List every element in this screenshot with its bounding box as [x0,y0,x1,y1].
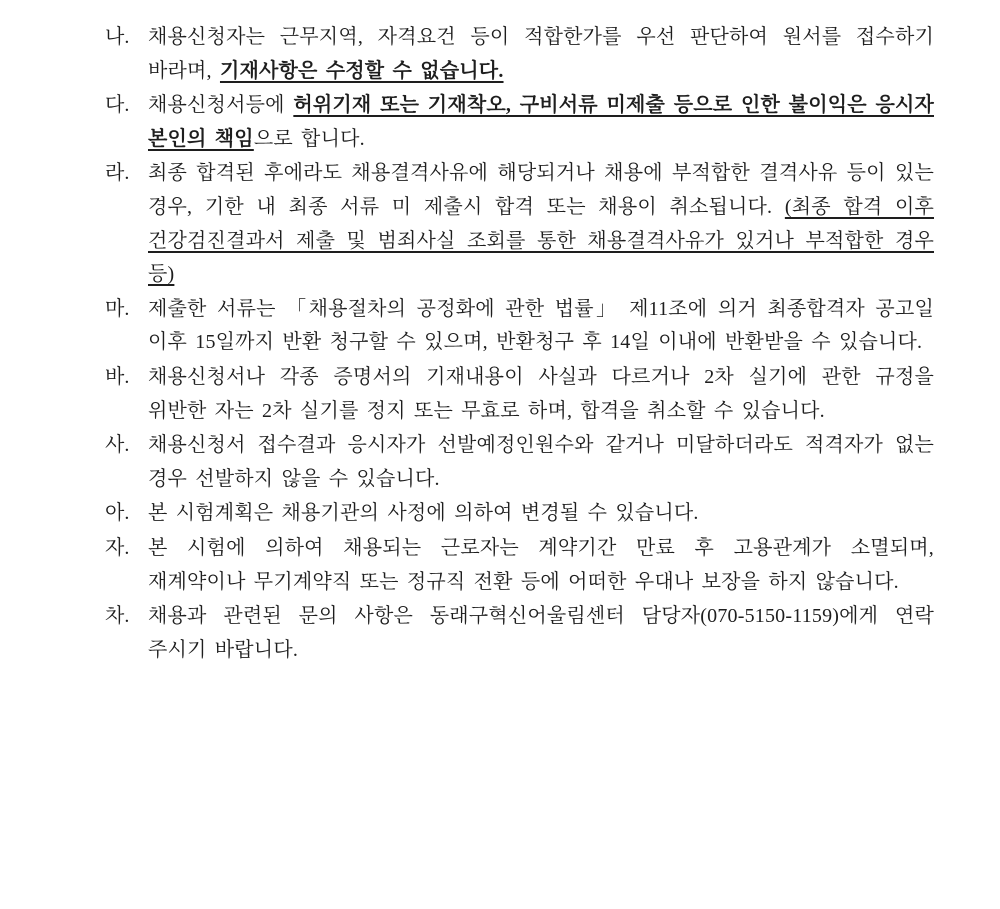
body-text: 채용신청자는 근무지역, 자격요건 등이 적합한가를 우선 판단하여 원서를 접수하기 바라며, [148,26,934,82]
item-label: 마. [105,297,130,320]
item-text [148,157,934,291]
body-text: 채용신청서등에 [148,94,294,117]
item-text [148,497,934,531]
item-label: 사. [105,434,130,457]
emphasized-text: 허위기재 또는 기재착오, 구비서류 미제출 등으로 인한 불이익은 응시자 본인의 책임 [148,94,934,150]
item-text [148,361,934,428]
item-text [148,600,934,667]
item-label: 나. [105,26,130,48]
emphasized-text: 기재사항은 수정할 수 없습니다. [219,59,504,82]
item-label: 바. [105,365,130,388]
body-text: 채용과 관련된 문의 사항은 동래구혁신어울림센터 담당자(070-5150-1159)에게 연락 주시기 바랍니다. [148,605,934,661]
item-label: 차. [105,605,130,628]
body-text: 채용신청서 접수결과 응시자가 선발예정인원수와 같거나 미달하더라도 적격자가 없는 경우 선발하지 않을 수 있습니다. [148,434,934,490]
item-label: 자. [105,536,130,559]
emphasized-text: (최종 합격 이후 건강검진결과서 제출 및 범죄사실 조회를 통한 채용결격사유가 있거나 부적합한 경우 등) [148,195,934,286]
item-text [148,429,934,496]
list-item [105,21,934,88]
items-container [105,21,934,667]
list-item [105,532,934,599]
body-text: 최종 합격된 후에라도 채용결격사유에 해당되거나 채용에 부적합한 결격사유 등이 있는 경우, 기한 내 최종 서류 미 제출시 합격 또는 채용이 취소됩니다. [148,162,934,218]
list-item [105,600,934,667]
item-text [148,532,934,599]
item-text [148,293,934,360]
item-label: 아. [105,502,130,525]
list-item [105,157,934,291]
item-text [148,89,934,156]
list-item [105,89,934,156]
list-item [105,497,934,531]
list-item [105,429,934,496]
body-text: 으로 합니다. [253,127,365,150]
body-text: 제출한 서류는 「채용절차의 공정화에 관한 법률」 제11조에 의거 최종합격자 공고일 이후 15일까지 반환 청구할 수 있으며, 반환청구 후 14일 이내에 반환받을 수 있습니다. [148,297,934,354]
body-text: 본 시험계획은 채용기관의 사정에 의하여 변경될 수 있습니다. [148,502,699,525]
item-label: 다. [105,94,130,117]
list-item [105,361,934,428]
body-text: 본 시험에 의하여 채용되는 근로자는 계약기간 만료 후 고용관계가 소멸되며, 재계약이나 무기계약직 또는 정규직 전환 등에 어떠한 우대나 보장을 하지 않습니다. [148,536,934,593]
item-text [148,21,934,88]
body-text: 채용신청서나 각종 증명서의 기재내용이 사실과 다르거나 2차 실기에 관한 규정을 위반한 자는 2차 실기를 정지 또는 무효로 하며, 합격을 취소할 수 있습니다. [148,365,934,422]
item-label: 라. [105,162,130,185]
list-item [105,293,934,360]
